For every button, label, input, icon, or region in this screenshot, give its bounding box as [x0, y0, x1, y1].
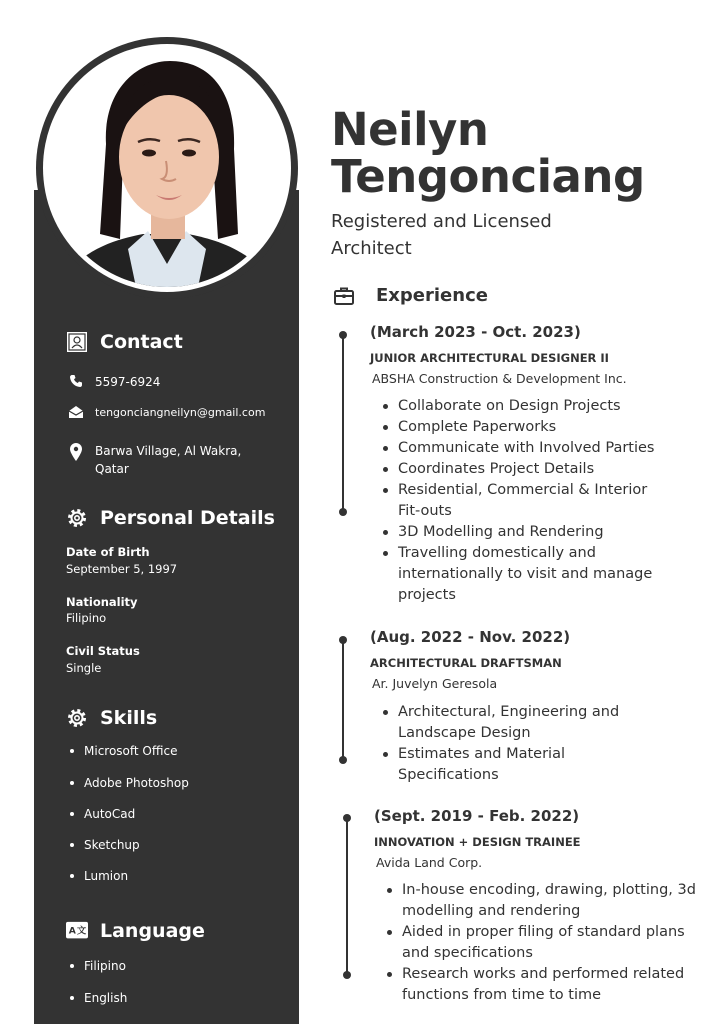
skill-item: Lumion — [70, 869, 128, 883]
professional-title: Registered and Licensed Architect — [331, 211, 552, 259]
duty-item: Estimates and Material Specifications — [374, 744, 618, 786]
job-title: JUNIOR ARCHITECTURAL DESIGNER II — [370, 351, 609, 365]
job-duties — [374, 702, 664, 786]
duty-item: Architectural, Engineering and Landscape Design — [374, 702, 664, 744]
timeline-line — [342, 640, 344, 760]
job-date: (March 2023 - Oct. 2023) — [370, 323, 581, 341]
job-date: (Sept. 2019 - Feb. 2022) — [374, 807, 580, 825]
skills-heading-text: Skills — [100, 707, 158, 729]
contact-email — [66, 404, 265, 422]
experience-heading — [334, 285, 488, 306]
timeline-dot — [339, 756, 347, 764]
address-line-1: Barwa Village, Al Wakra, — [95, 444, 242, 458]
language-item: English — [70, 991, 127, 1005]
timeline-line — [342, 335, 344, 512]
duty-item: Travelling domestically and internationally to visit and manage projects — [374, 543, 698, 606]
skills-heading — [66, 707, 157, 729]
language-heading — [66, 920, 205, 942]
svg-text:文: 文 — [77, 925, 87, 937]
svg-text:A: A — [68, 925, 76, 937]
job-company: Ar. Juvelyn Geresola — [372, 676, 498, 691]
profile-photo — [43, 44, 291, 292]
timeline-dot — [339, 331, 347, 339]
civil-status-value: Single — [66, 661, 102, 675]
contact-phone — [66, 373, 160, 391]
candidate-name — [331, 103, 645, 203]
personal-details-heading-text: Personal Details — [100, 507, 275, 529]
dob-value: September 5, 1997 — [66, 562, 178, 576]
duty-item: Residential, Commercial & Interior Fit-outs — [374, 480, 668, 522]
email-text[interactable]: tengonciangneilyn@gmail.com — [95, 406, 266, 419]
duty-item: Communicate with Involved Parties — [374, 438, 694, 459]
personal-details-heading — [66, 507, 275, 529]
contact-heading — [66, 331, 183, 353]
phone-text[interactable]: 5597-6924 — [95, 375, 161, 389]
nationality-value: Filipino — [66, 611, 107, 625]
skill-item: AutoCad — [70, 807, 135, 821]
contact-card-icon — [66, 331, 88, 353]
skill-item: Microsoft Office — [70, 744, 177, 758]
duty-item: Complete Paperworks — [374, 417, 694, 438]
address-line-2: Qatar — [95, 462, 129, 476]
duty-item: Aided in proper filing of standard plans and specifications — [378, 922, 692, 964]
civil-status-label: Civil Status — [66, 644, 140, 658]
duty-item: 3D Modelling and Rendering — [374, 522, 694, 543]
mail-icon — [66, 404, 86, 419]
timeline-dot — [343, 814, 351, 822]
duty-item: Collaborate on Design Projects — [374, 396, 694, 417]
duty-item: In-house encoding, drawing, plotting, 3d modelling and rendering — [378, 880, 714, 922]
job-title: INNOVATION + DESIGN TRAINEE — [374, 835, 581, 849]
job-title: ARCHITECTURAL DRAFTSMAN — [370, 656, 562, 670]
location-pin-icon — [66, 442, 86, 461]
timeline-line — [346, 818, 348, 975]
skill-item: Adobe Photoshop — [70, 776, 189, 790]
duty-item: Coordinates Project Details — [374, 459, 694, 480]
job-duties — [374, 396, 694, 606]
language-heading-text: Language — [100, 920, 205, 942]
job-company: ABSHA Construction & Development Inc. — [372, 371, 627, 386]
briefcase-icon — [334, 286, 354, 306]
job-date: (Aug. 2022 - Nov. 2022) — [370, 628, 571, 646]
timeline-dot — [339, 636, 347, 644]
experience-heading-text: Experience — [376, 285, 488, 306]
gear-icon — [66, 507, 88, 529]
phone-icon — [66, 373, 86, 388]
dob-label: Date of Birth — [66, 545, 150, 559]
job-duties — [378, 880, 708, 1006]
translate-icon — [66, 920, 88, 942]
skill-item: Sketchup — [70, 838, 140, 852]
duty-item: Research works and performed related functions from time to time — [378, 964, 692, 1006]
last-name: Tengonciang — [331, 150, 645, 203]
gear-icon — [66, 707, 88, 729]
nationality-label: Nationality — [66, 595, 138, 609]
first-name: Neilyn — [331, 103, 489, 156]
job-company: Avida Land Corp. — [376, 855, 483, 870]
language-item: Filipino — [70, 959, 126, 973]
timeline-dot — [339, 508, 347, 516]
contact-address — [66, 442, 241, 478]
contact-heading-text: Contact — [100, 331, 183, 353]
timeline-dot — [343, 971, 351, 979]
